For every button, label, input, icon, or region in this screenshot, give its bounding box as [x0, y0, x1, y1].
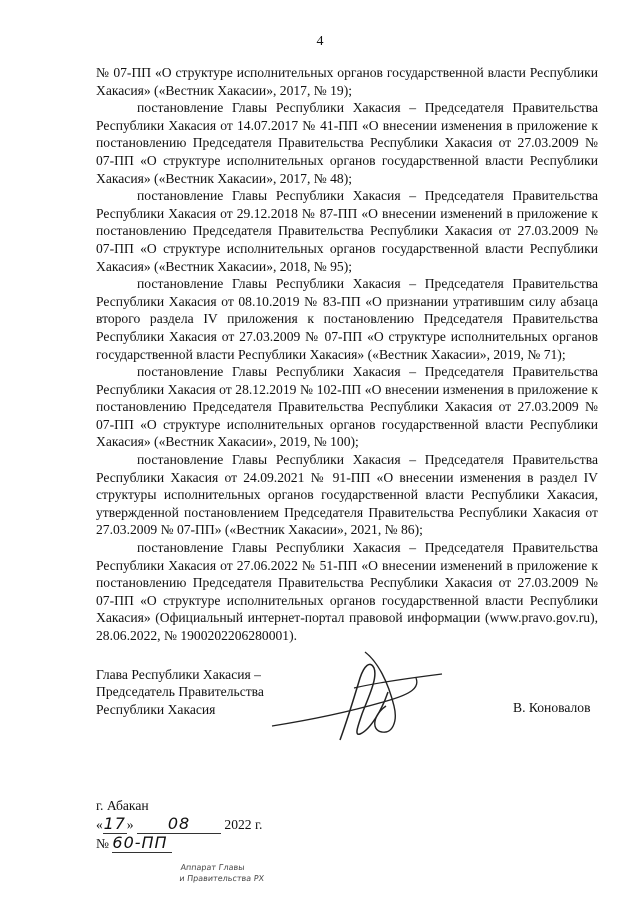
paragraph-2: постановление Главы Республики Хакасия – Председателя Правительства Республики Хакасия от 29.12.2018 № 87-ПП «О внесении изменений в приложение к постановлению Председателя Правительства Республики Хакасия от 27.03.2009 № 07-ПП «О структуре исполнительных органов государственной власти Республики Хакасия» («Вестник Хакасии», 2018, № 95); — [96, 188, 598, 274]
signatory-name: В. Коновалов — [513, 700, 591, 715]
document-number: 60-ПП — [112, 834, 172, 853]
paragraph-0: № 07-ПП «О структуре исполнительных органов государственной власти Республики Хакасия» («Вестник Хакасии», 2017, № 19); — [96, 65, 598, 98]
signatory-title-line-1: Глава Республики Хакасия – — [96, 667, 261, 682]
paragraph-3: постановление Главы Республики Хакасия – Председателя Правительства Республики Хакасия от 08.10.2019 № 83-ПП «О признании утратившим силу абзаца второго раздела IV приложения к постановлению Председателя Правительства Республики Хакасия от 27.03.2009 № 07-ПП «О структуре исполнительных органов государственной власти Республики Хакасия» («Вестник Хакасии», 2019, № 71); — [96, 276, 598, 362]
signatory-title-line-3: Республики Хакасия — [96, 701, 216, 717]
signatory-title — [96, 666, 264, 718]
document-body — [96, 64, 598, 645]
date-year: 2022 г. — [224, 817, 263, 832]
stamp-line-2: и Правительства РХ — [178, 874, 265, 883]
date-open-quote: « — [96, 817, 103, 832]
city: г. Абакан — [96, 798, 149, 813]
date-line — [96, 815, 262, 834]
date-month: 08 — [137, 815, 221, 834]
date-day: 17 — [103, 814, 126, 833]
date-close-quote: » — [126, 817, 134, 832]
signatory-title-line-2: Председатель Правительства — [96, 684, 264, 700]
paragraph-4: постановление Главы Республики Хакасия – Председателя Правительства Республики Хакасия от 28.12.2019 № 102-ПП «О внесении изменения в приложение к постановлению Председателя Правительства Республики Хакасия от 27.03.2009 № 07-ПП «О структуре исполнительных органов государственной власти Республики Хакасия» («Вестник Хакасии», 2019, № 100); — [96, 364, 598, 450]
paragraph-1: постановление Главы Республики Хакасия – Председателя Правительства Республики Хакасия от 14.07.2017 № 41-ПП «О внесении изменения в приложение к постановлению Председателя Правительства Республики Хакасия от 27.03.2009 № 07-ПП «О структуре исполнительных органов государственной власти Республики Хакасия» («Вестник Хакасии», 2017, № 48); — [96, 100, 598, 186]
page-number: 4 — [316, 34, 324, 49]
number-prefix: № — [96, 836, 109, 851]
stamp-line-1: Аппарат Главы — [180, 863, 246, 872]
paragraph-5: постановление Главы Республики Хакасия – Председателя Правительства Республики Хакасия от 24.09.2021 № 91-ПП «О внесении изменения в раздел IV структуры исполнительных органов государственной власти Республики Хакасия, утвержденной постановлением Председателя Правительства Республики Хакасия от 27.03.2009 № 07-ПП» («Вестник Хакасии», 2021, № 86); — [96, 452, 598, 538]
registry-stamp — [179, 862, 266, 884]
document-number-line — [96, 834, 172, 853]
paragraph-6: постановление Главы Республики Хакасия – Председателя Правительства Республики Хакасия от 27.06.2022 № 51-ПП «О внесении изменений в приложение к постановлению Председателя Правительства Республики Хакасия от 27.03.2009 № 07-ПП «О структуре исполнительных органов государственной власти Республики Хакасия» (Официальный интернет-портал правовой информации (www.pravo.gov.ru), 28.06.2022, № 1900202206280001). — [96, 540, 598, 643]
handwritten-signature — [270, 648, 470, 748]
